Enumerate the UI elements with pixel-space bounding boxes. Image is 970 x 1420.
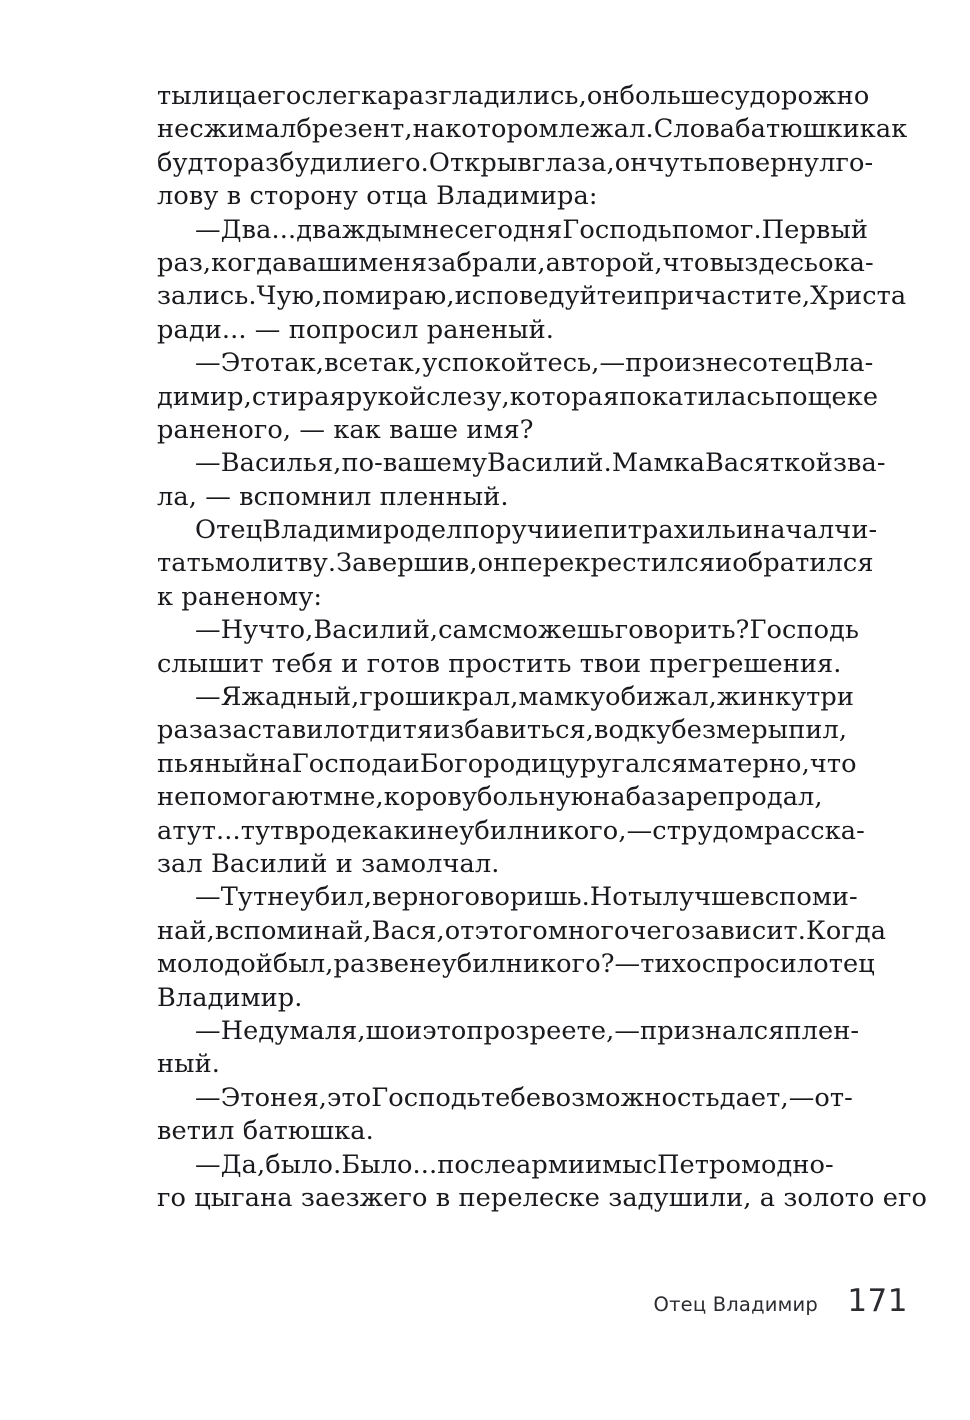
word: Два... — [220, 214, 297, 245]
word: чего — [629, 915, 691, 946]
word: Это — [220, 1082, 271, 1113]
word: — — [788, 1082, 815, 1113]
word: не — [270, 1082, 303, 1113]
word: вроде — [284, 815, 363, 846]
word: на — [259, 748, 292, 779]
word: разве — [333, 949, 410, 980]
word: много — [547, 915, 630, 946]
word: как — [362, 815, 410, 846]
word: и — [715, 548, 733, 579]
word: и — [626, 281, 644, 312]
word: успокойтесь, — [422, 348, 600, 379]
word: разбудили — [233, 147, 377, 178]
word: лучше — [662, 882, 751, 913]
word: — — [195, 448, 221, 479]
word: сжимал — [189, 114, 297, 145]
word: и — [405, 1015, 423, 1046]
word: димир, — [157, 381, 252, 412]
text-line — [157, 547, 874, 580]
word: слезу, — [426, 381, 510, 412]
word: от — [339, 715, 370, 746]
word: убил — [441, 949, 506, 980]
word: тут... — [172, 815, 241, 846]
text-line: слышит тебя и готов простить твои прегрешения. — [157, 648, 842, 679]
word: чуть — [647, 147, 708, 178]
word: никого? — [505, 949, 615, 980]
word: причастите, — [643, 281, 811, 312]
word: вспоминай, — [214, 915, 372, 946]
word: епитрахиль — [578, 515, 736, 546]
word: мы — [602, 1149, 643, 1180]
word: Чую, — [256, 281, 323, 312]
word: а — [157, 815, 173, 846]
word: по-вашему — [341, 448, 488, 479]
word: и — [402, 748, 420, 779]
word: — — [614, 1015, 641, 1046]
word: Это — [220, 348, 271, 379]
word: матерно, — [687, 748, 810, 779]
page-number: 171 — [847, 1283, 908, 1319]
word: корову — [383, 782, 478, 813]
word: возможность — [541, 1082, 720, 1113]
word: что — [809, 748, 857, 779]
text-line — [157, 514, 878, 547]
word: зависит. — [690, 915, 806, 946]
word: — — [614, 949, 641, 980]
text-line — [157, 347, 874, 380]
word: дважды — [296, 214, 402, 245]
word: больную — [477, 782, 594, 813]
word: было. — [265, 1149, 342, 1180]
word: повернул — [707, 147, 836, 178]
paragraph — [157, 1082, 853, 1149]
paragraph — [157, 1149, 928, 1216]
text-line — [157, 915, 887, 948]
word: Открыв — [428, 147, 532, 178]
word: Завершив, — [336, 548, 478, 579]
word: лица — [191, 81, 258, 111]
text-line — [157, 1149, 834, 1182]
word: армии — [515, 1149, 603, 1180]
word: Но — [589, 882, 628, 913]
word: най, — [157, 915, 215, 946]
word: не — [426, 815, 460, 846]
word: Христа — [810, 281, 907, 312]
word: помог. — [671, 214, 762, 245]
word: он — [586, 81, 620, 111]
word: одел — [399, 515, 463, 546]
word: Было... — [341, 1149, 438, 1180]
word: Богородицу — [419, 748, 580, 779]
word: — — [195, 214, 221, 245]
word: — — [195, 348, 221, 379]
text-line: ный. — [157, 1049, 221, 1080]
word: мамку — [518, 682, 606, 713]
paragraph — [157, 80, 908, 214]
word: мне, — [323, 782, 384, 813]
word: ты — [157, 81, 192, 111]
word: после — [437, 1149, 516, 1180]
word: — — [195, 682, 221, 713]
word: обижал, — [605, 682, 717, 713]
word: сможешь — [487, 615, 615, 646]
word: от — [444, 915, 475, 946]
word: базаре — [625, 782, 718, 813]
word: признался — [640, 1015, 785, 1046]
text-line — [157, 714, 848, 747]
word: и — [560, 515, 579, 546]
word: — — [195, 1082, 221, 1113]
word: никого, — [523, 815, 627, 846]
word: избавиться, — [433, 715, 595, 746]
word: был, — [272, 949, 334, 980]
text-line — [157, 381, 879, 414]
word: — — [626, 815, 653, 846]
word: Господа — [291, 748, 403, 779]
word: лежал. — [558, 114, 654, 145]
word: Отец — [195, 515, 263, 546]
word: глаза, — [531, 147, 615, 178]
word: Вася, — [371, 915, 445, 946]
word: Да, — [220, 1149, 266, 1180]
word: говоришь. — [451, 882, 590, 913]
word: это — [327, 1082, 372, 1113]
text-line: ради... — попросил раненый. — [157, 314, 555, 345]
word: Господь — [562, 214, 672, 245]
word: Вла- — [814, 348, 874, 379]
word: тебе — [480, 1082, 542, 1113]
word: судорожно — [720, 81, 870, 111]
word: рукой — [345, 381, 427, 412]
word: Слова — [653, 114, 736, 145]
word: ока- — [818, 247, 874, 278]
word: слегка — [301, 81, 393, 111]
word: Василь — [220, 448, 317, 479]
running-head: Отец Владимир — [653, 1293, 818, 1316]
word: с — [652, 815, 667, 846]
paragraph — [157, 1015, 860, 1082]
word: расска- — [763, 815, 865, 846]
word: я, — [316, 448, 342, 479]
text-line — [157, 280, 907, 313]
word: его — [257, 81, 302, 111]
paragraph — [157, 214, 907, 348]
word: верно — [372, 882, 452, 913]
word: разгладились, — [392, 81, 587, 111]
word: это — [422, 1015, 467, 1046]
word: ваши — [287, 247, 359, 278]
text-line: раненого, — как ваше имя? — [157, 414, 534, 445]
page-footer — [0, 1285, 970, 1331]
word: Не — [220, 1015, 259, 1046]
paragraph — [157, 514, 878, 614]
text-line — [157, 247, 874, 280]
word: без — [671, 715, 717, 746]
paragraph — [157, 347, 879, 447]
word: меня — [358, 247, 428, 278]
word: три — [806, 682, 855, 713]
word: тать — [157, 548, 215, 579]
text-line — [157, 948, 875, 981]
word: этого — [474, 915, 548, 946]
word: — — [195, 1149, 221, 1180]
word: когда — [211, 247, 288, 278]
word: не — [157, 782, 190, 813]
word: убил, — [299, 882, 373, 913]
word: Первый — [761, 214, 869, 245]
word: щеке — [807, 381, 879, 412]
word: зались. — [157, 281, 257, 312]
text-line — [157, 681, 855, 714]
word: что, — [258, 615, 314, 646]
paragraph — [157, 447, 886, 514]
word: больше — [619, 81, 721, 111]
word: ты — [627, 882, 663, 913]
word: Господь — [749, 615, 860, 646]
word: второй, — [560, 247, 663, 278]
text-line — [157, 815, 865, 848]
text-line: ветил батюшка. — [157, 1116, 374, 1147]
word: на — [593, 782, 626, 813]
word: как — [859, 114, 908, 145]
word: Господь — [371, 1082, 481, 1113]
word: и — [409, 815, 427, 846]
text-line: лову в сторону отца Владимира: — [157, 181, 598, 212]
word: пил, — [788, 715, 848, 746]
word: продал, — [717, 782, 823, 813]
word: по — [774, 381, 808, 412]
word: брезент, — [296, 114, 413, 145]
text-line — [157, 113, 908, 146]
word: Мамка — [611, 448, 705, 479]
word: заставил — [218, 715, 340, 746]
word: Петром — [657, 1149, 762, 1180]
word: сам — [438, 615, 488, 646]
text-line — [157, 214, 869, 247]
word: Владимир — [262, 515, 400, 546]
word: стирая — [251, 381, 346, 412]
text-line — [157, 147, 874, 180]
word: будто — [157, 147, 234, 178]
word: раз, — [157, 247, 212, 278]
word: — — [195, 882, 221, 913]
word: так, — [270, 348, 325, 379]
word: я, — [341, 1015, 366, 1046]
word: трудом — [666, 815, 764, 846]
word: зва- — [832, 448, 886, 479]
text-line: го цыгана заезжего в перелеске задушили, а золото его — [157, 1182, 928, 1213]
page-text-column — [157, 80, 928, 1215]
word: меры — [716, 715, 789, 746]
word: ругался — [579, 748, 688, 779]
word: отец — [752, 348, 814, 379]
word: тихо — [640, 949, 702, 980]
word: водку — [594, 715, 672, 746]
word: думал — [258, 1015, 342, 1046]
word: плен- — [784, 1015, 860, 1046]
word: раза — [157, 715, 219, 746]
word: так, — [368, 348, 423, 379]
word: его. — [376, 147, 429, 178]
word: прозреете, — [466, 1015, 615, 1046]
word: молодой — [157, 949, 273, 980]
word: Я — [220, 682, 242, 713]
word: Васяткой — [704, 448, 833, 479]
word: жинку — [716, 682, 807, 713]
word: которая — [509, 381, 620, 412]
word: не — [267, 882, 300, 913]
text-line: ла, — вспомнил пленный. — [157, 481, 509, 512]
word: забрали, — [427, 247, 546, 278]
text-line — [157, 447, 886, 480]
word: на — [412, 114, 446, 145]
word: пьяный — [157, 748, 260, 779]
word: дает, — [719, 1082, 789, 1113]
paragraph — [157, 681, 865, 881]
word: все — [324, 348, 369, 379]
word: спросил — [701, 949, 814, 980]
word: Василий, — [313, 615, 439, 646]
word: начал — [753, 515, 835, 546]
text-line: Владимир. — [157, 982, 303, 1013]
word: молитву. — [214, 548, 337, 579]
word: — — [195, 1015, 221, 1046]
word: крал, — [445, 682, 519, 713]
word: обратился — [732, 548, 874, 579]
word: батюшки — [735, 114, 860, 145]
word: говорить? — [614, 615, 750, 646]
text-line — [157, 1082, 853, 1115]
paragraph — [157, 881, 887, 1015]
word: не — [409, 949, 442, 980]
word: го- — [835, 147, 874, 178]
text-line — [157, 1015, 860, 1048]
word: жадный, — [241, 682, 360, 713]
word: Ну — [220, 615, 259, 646]
word: поручи — [462, 515, 561, 546]
word: и — [735, 515, 754, 546]
word: — — [195, 615, 221, 646]
text-line: зал Василий и замолчал. — [157, 848, 500, 879]
word: котором — [445, 114, 559, 145]
word: не — [157, 114, 190, 145]
word: мне — [401, 214, 455, 245]
word: помогают — [189, 782, 324, 813]
text-line — [157, 881, 858, 914]
word: отец — [813, 949, 875, 980]
word: а — [545, 247, 561, 278]
word: вспоми- — [750, 882, 858, 913]
word: Когда — [806, 915, 887, 946]
word: произнес — [625, 348, 753, 379]
word: гроши — [359, 682, 446, 713]
word: Василий. — [487, 448, 612, 479]
word: что — [662, 247, 710, 278]
text-line: к раненому: — [157, 581, 323, 612]
text-line — [157, 80, 870, 113]
word: он — [477, 548, 511, 579]
word: исповедуйте — [454, 281, 627, 312]
word: дитя — [369, 715, 434, 746]
text-line — [157, 614, 860, 647]
word: шо — [365, 1015, 406, 1046]
word: сегодня — [454, 214, 563, 245]
word: помираю, — [322, 281, 455, 312]
word: вы — [709, 247, 745, 278]
word: здесь — [744, 247, 819, 278]
word: чи- — [834, 515, 878, 546]
word: Тут — [220, 882, 268, 913]
word: убил — [459, 815, 524, 846]
text-line — [157, 748, 857, 781]
word: перекрестился — [510, 548, 716, 579]
word: я, — [302, 1082, 328, 1113]
word: он — [614, 147, 648, 178]
word: тут — [240, 815, 285, 846]
word: с — [642, 1149, 658, 1180]
word: покатилась — [619, 381, 775, 412]
word: от- — [814, 1082, 853, 1113]
paragraph — [157, 614, 860, 681]
text-line — [157, 781, 823, 814]
word: одно- — [761, 1149, 834, 1180]
word: — — [599, 348, 626, 379]
